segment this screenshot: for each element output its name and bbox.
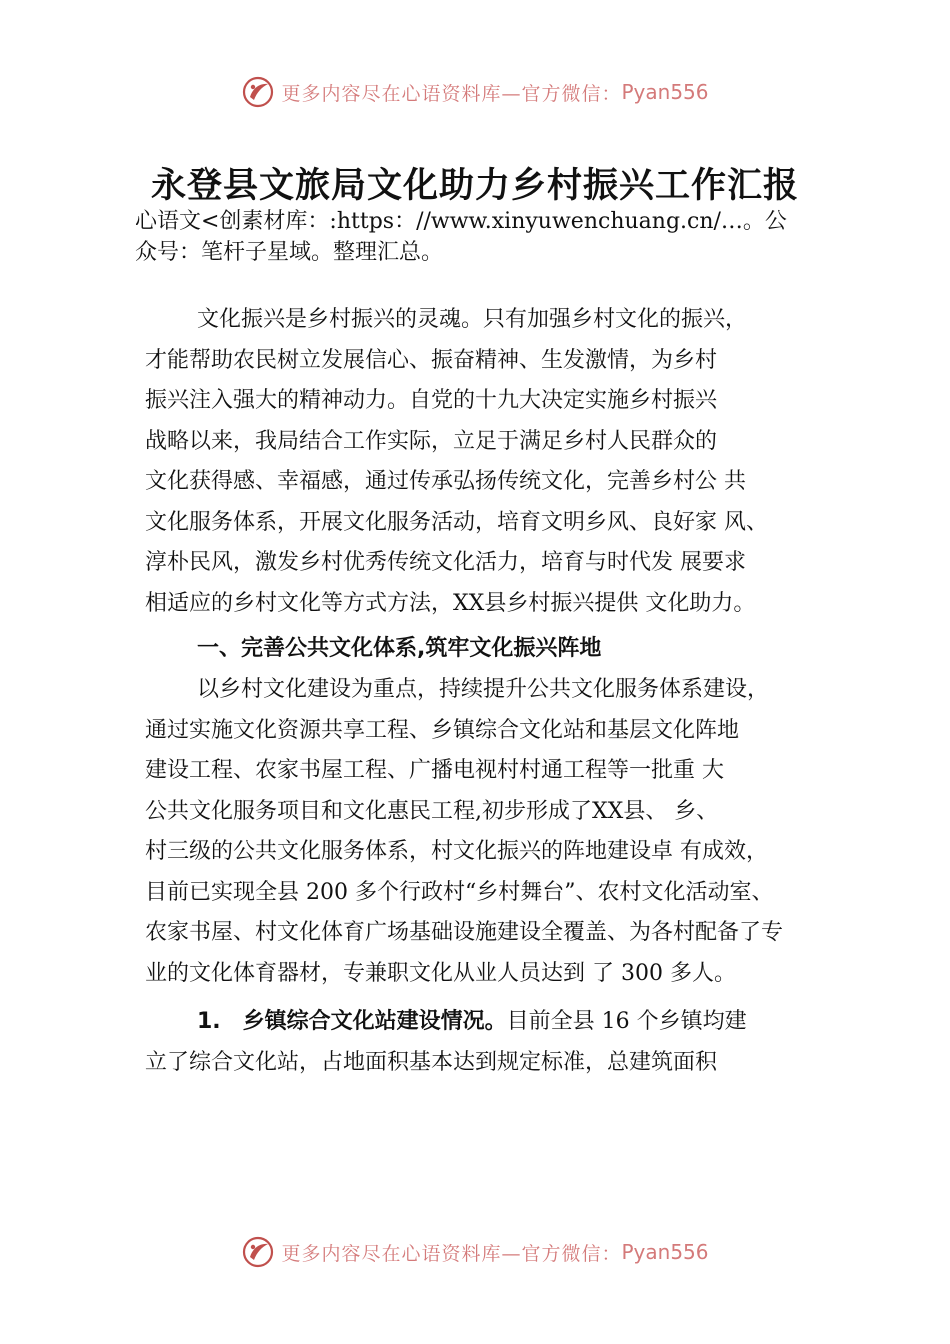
footer-watermark [0, 1232, 950, 1272]
source-note [135, 206, 825, 268]
watermark-wechat-id: Pyan556 [621, 80, 709, 104]
paragraph-line: 业的文化体育器材，专兼职文化从业人员达到 了 300 多人。 [145, 960, 736, 986]
brand-logo-icon [241, 1235, 275, 1269]
paragraph-line: 文化服务体系，开展文化服务活动，培育文明乡风、良好家 风、 [145, 509, 768, 535]
paragraph-line: 农家书屋、村文化体育广场基础设施建设全覆盖、为各村配备了专 [145, 920, 784, 945]
paragraph-line: 目前已实现全县 200 多个行政村“乡村舞台”、农村文化活动室、 [145, 879, 774, 905]
paragraph-line: 村三级的公共文化服务体系，村文化振兴的阵地建设卓 有成效， [145, 839, 768, 864]
section-heading: 一、完善公共文化体系,筑牢文化振兴阵地 [197, 636, 602, 661]
source-line: 心语文<创素材库：:https：//www.xinyuwenchuang.cn/…。公 [135, 209, 787, 234]
paragraph-line: 淳朴民风，激发乡村优秀传统文化活力，培育与时代发 展要求 [145, 550, 746, 575]
item-paragraph [145, 1002, 845, 1043]
paragraph-line: 相适应的乡村文化等方式方法，XX县乡村振兴提供 文化助力。 [145, 590, 756, 616]
paragraph-line: 文化获得感、幸福感，通过传承弘扬传统文化，完善乡村公 共 [145, 469, 746, 494]
document-body [145, 300, 845, 1083]
paragraph-line: 以乡村文化建设为重点，持续提升公共文化服务体系建设， [197, 677, 770, 702]
paragraph-line: 振兴注入强大的精神动力。自党的十九大决定实施乡村振兴 [145, 388, 718, 413]
watermark-text: 更多内容尽在心语资料库—官方微信： [281, 82, 622, 105]
paragraph-line: 战略以来，我局结合工作实际，立足于满足乡村人民群众的 [145, 428, 718, 454]
paragraph-line: 建设工程、农家书屋工程、广播电视村村通工程等一批重 大 [145, 758, 724, 783]
document-title: 永登县文旅局文化助力乡村振兴工作汇报 [150, 165, 799, 206]
item-text: 目前全县 16 个乡镇均建 [506, 1009, 747, 1034]
paragraph-line: 才能帮助农民树立发展信心、振奋精神、生发激情，为乡村 [145, 347, 718, 373]
header-watermark [0, 72, 950, 112]
watermark-text: 更多内容尽在心语资料库—官方微信： [281, 1242, 622, 1265]
paragraph-line: 文化振兴是乡村振兴的灵魂。只有加强乡村文化的振兴， [197, 307, 748, 332]
watermark-wechat-id: Pyan556 [621, 1240, 709, 1264]
paragraph-line: 公共文化服务项目和文化惠民工程,初步形成了XX县、 乡、 [145, 798, 719, 824]
brand-logo-icon [241, 75, 275, 109]
paragraph-line: 立了综合文化站，占地面积基本达到规定标准，总建筑面积 [145, 1049, 718, 1075]
item-heading: 1. 乡镇综合文化站建设情况。 [197, 1009, 507, 1034]
paragraph-line: 通过实施文化资源共享工程、乡镇综合文化站和基层文化阵地 [145, 717, 740, 743]
source-line: 众号：笔杆子星域。整理汇总。 [135, 240, 444, 265]
